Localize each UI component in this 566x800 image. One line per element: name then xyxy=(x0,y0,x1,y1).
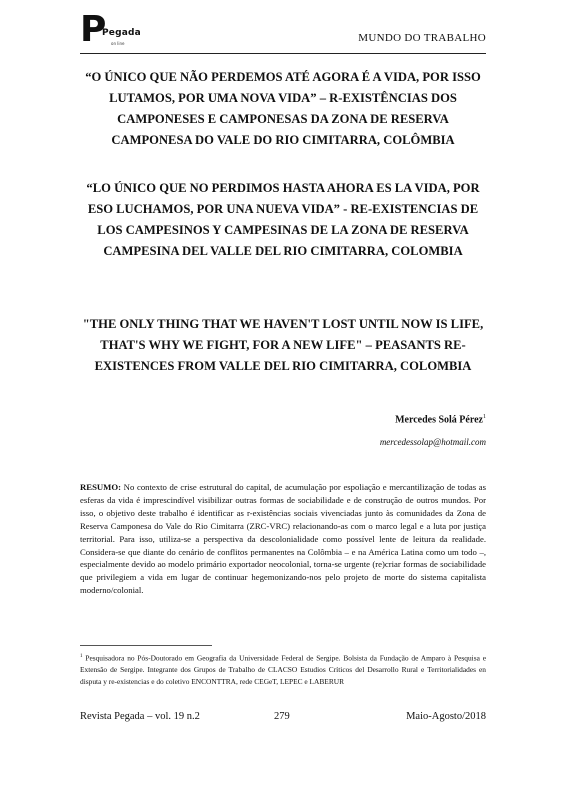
page-header xyxy=(80,9,486,54)
title-english: "THE ONLY THING THAT WE HAVEN'T LOST UNTIL NOW IS LIFE, THAT'S WHY WE FIGHT, FOR A NEW LIFE" – PEASANTS RE-EXISTENCES FROM VALLE DEL RIO CIMITARRA, COLOMBIA xyxy=(82,317,484,373)
header-rule xyxy=(80,53,486,54)
pegada-logo xyxy=(80,9,141,54)
footnote xyxy=(80,651,486,688)
title-spanish: “LO ÚNICO QUE NO PERDIMOS HASTA AHORA ES LA VIDA, POR ESO LUCHAMOS, POR UNA NUEVA VIDA” - RE-EXISTENCIAS DE LOS CAMPESINOS Y CAMPESINAS DE LA ZONA DE RESERVA CAMPESINA DEL VALLE DEL RIO CIMITARRA, COLOMBIA xyxy=(86,181,480,258)
abstract-label: RESUMO: xyxy=(80,482,122,492)
logo-p-icon: P xyxy=(80,9,107,50)
logo-subtext: on line xyxy=(111,41,125,46)
footer-journal: Revista Pegada – vol. 19 n.2 xyxy=(80,711,200,722)
author-name-text: Mercedes Solá Pérez xyxy=(395,414,483,426)
section-label: MUNDO DO TRABALHO xyxy=(358,32,486,44)
footer-page-number: 279 xyxy=(274,711,290,722)
footnote-text: Pesquisadora no Pós-Doutorado em Geografia da Universidade Federal de Sergipe. Bolsista da Fundação de Amparo à Pesquisa e Extensão de Sergipe. Integrante dos Grupos de Trabalho de CLACSO Estudios Críticos del Desarrollo Rural e Territorialidades en disputa y re-existencias e do coletivo ENCONTTRA, rede CEGeT, LEPEC e LABERUR xyxy=(80,653,486,687)
footnote-rule xyxy=(80,645,212,646)
abstract xyxy=(80,481,486,597)
logo-text: Pegada xyxy=(102,28,141,38)
author-email[interactable]: mercedessolap@hotmail.com xyxy=(379,437,486,447)
abstract-text: No contexto de crise estrutural do capital, de acumulação por espoliação e mercantilização de todas as esferas da vida é imprescindível visibilizar outras formas de sociabilidade e de construção de outros mundos. Por isso, o objetivo deste trabalho é identificar as r-existências sociais vivenciadas junto às comunidades da Zona de Reserva Camponesa do Vale do Rio Cimitarra (ZRC-VRC) relacionando-as com o marco legal e a luta por justiça territorial. Para isso, utiliza-se a perspectiva da descolonialidade como possível lente de leitura da realidade. Considera-se que diante do cenário de conflitos permanentes na Colômbia – e na América Latina como um todo –, especialmente devido ao modelo primário exportador neocolonial, torna-se urgente (re)criar formas de sociabilidade que privilegiem a vida em lugar de continuar hegemonizando-nos pelo projeto de morte do sistema capitalista moderno/colonial. xyxy=(80,482,486,596)
author-name xyxy=(395,414,486,425)
footnote-mark: 1 xyxy=(80,654,83,659)
author-footnote-mark[interactable]: 1 xyxy=(483,414,486,420)
footer-date: Maio-Agosto/2018 xyxy=(406,711,486,722)
title-portuguese: “O ÚNICO QUE NÃO PERDEMOS ATÉ AGORA É A VIDA, POR ISSO LUTAMOS, POR UMA NOVA VIDA” – R-EXISTÊNCIAS DOS CAMPONESES E CAMPONESAS DA ZONA DE RESERVA CAMPONESA DO VALE DO RIO CIMITARRA, COLÔMBIA xyxy=(85,70,481,147)
page-footer xyxy=(80,711,486,725)
